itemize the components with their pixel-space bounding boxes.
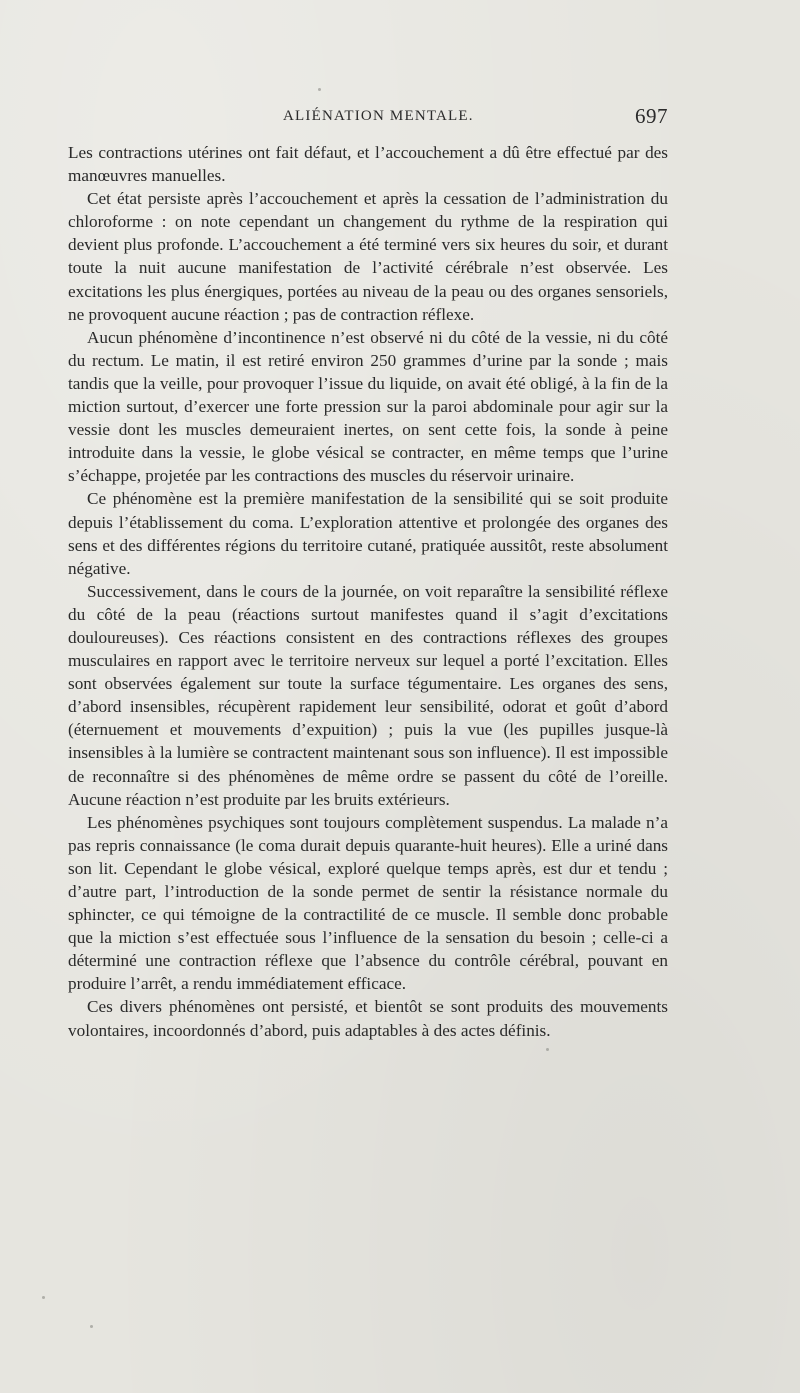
body-text: [68, 141, 668, 1042]
page-header: [68, 104, 668, 134]
paper-speck: [90, 1325, 93, 1328]
paragraph: Successivement, dans le cours de la journée, on voit reparaître la sensibilité réflexe du côté de la peau (réactions surtout manifestes quand il s’agit d’excitations douloureuses). Ces réactions consistent en des contractions réflexes des groupes musculaires en rapport avec le territoire nerveux sur lequel a porté l’excitation. Elles sont observées également sur toute la surface tégumentaire. Les organes des sens, d’abord insensibles, récupèrent rapidement leur sensibilité, odorat et goût d’abord (éternuement et mouvements d’expuition) ; puis la vue (les pupilles jusque-là insensibles à la lumière se contractent maintenant sous son influence). Il est impossible de reconnaître si des phénomènes de même ordre se passent du côté de l’oreille. Aucune réaction n’est produite par les bruits extérieurs.: [68, 581, 668, 809]
paragraph: Les contractions utérines ont fait défaut, et l’accouchement a dû être effectué par des manœuvres manuelles.: [68, 143, 668, 186]
page-number: 697: [635, 104, 668, 128]
paragraph: Aucun phénomène d’incontinence n’est observé ni du côté de la vessie, ni du côté du rectum. Le matin, il est retiré environ 250 grammes d’urine par la sonde ; mais tandis que la veille, pour provoquer l’issue du liquide, on avait été obligé, à la fin de la miction surtout, d’exercer une forte pression sur la paroi abdominale pour agir sur la vessie dont les muscles demeuraient inertes, on sent cette fois, la sonde à peine introduite dans la vessie, le globe vésical se contracter, en même temps que l’urine s’échappe, projetée par les contractions des muscles du réservoir urinaire.: [68, 327, 668, 486]
running-title: ALIÉNATION MENTALE.: [283, 108, 474, 124]
paper-speck: [42, 1296, 45, 1299]
paragraph: Ce phénomène est la première manifestation de la sensibilité qui se soit produite depuis l’établissement du coma. L’exploration attentive et prolongée des organes des sens et des différentes régions du territoire cutané, pratiquée aussitôt, reste absolument négative.: [68, 489, 668, 578]
paper-speck: [546, 1048, 549, 1051]
paragraph: Les phénomènes psychiques sont toujours complètement suspendus. La malade n’a pas repris connaissance (le coma durait depuis quarante-huit heures). Elle a uriné dans son lit. Cependant le globe vésical, exploré quelque temps après, est dur et tendu ; d’autre part, l’introduction de la sonde permet de sentir la résistance normale du sphincter, ce qui témoigne de la contractilité de ce muscle. Il semble donc probable que la miction s’est effectuée sous l’influence de la sensation du besoin ; celle-ci a déterminé une contraction réflexe que l’absence du contrôle cérébral, pouvant en produire l’arrêt, a rendu immédiatement efficace.: [68, 812, 668, 994]
paragraph: Ces divers phénomènes ont persisté, et bientôt se sont produits des mouvements volontaires, incoordonnés d’abord, puis adaptables à des actes définis.: [68, 997, 668, 1040]
paper-speck: [318, 88, 321, 91]
paragraph: Cet état persiste après l’accouchement et après la cessation de l’administration du chloroforme : on note cependant un changement du rythme de la respiration qui devient plus profonde. L’accouchement a été terminé vers six heures du soir, et durant toute la nuit aucune manifestation de l’activité cérébrale n’est observée. Les excitations les plus énergiques, portées au niveau de la peau ou des organes sensoriels, ne provoquent aucune réaction ; pas de contraction réflexe.: [68, 189, 668, 324]
